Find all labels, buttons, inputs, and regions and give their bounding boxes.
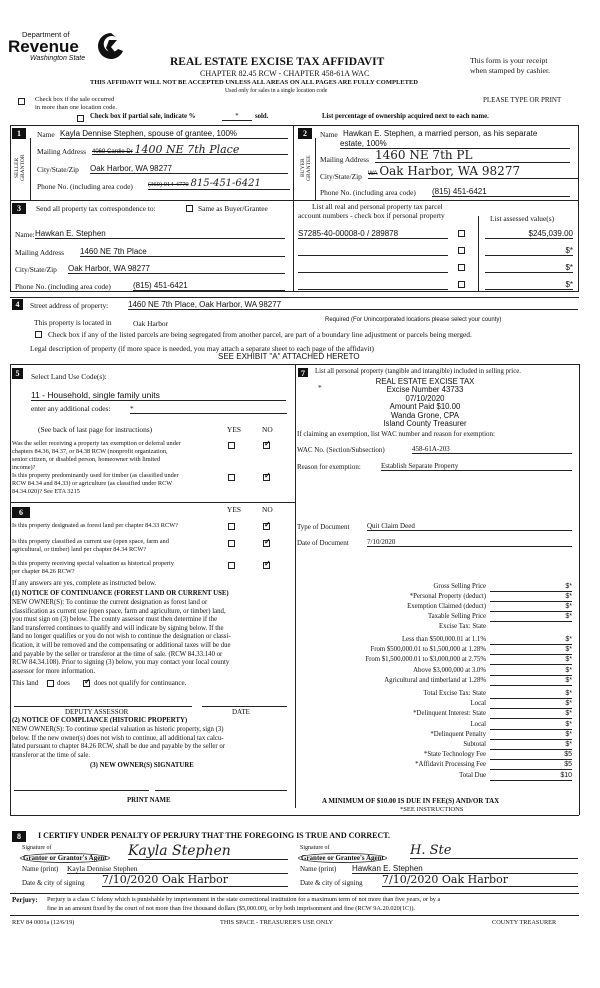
tax-row-label: *Delinquent Interest: State [413,710,486,718]
stamp-line: Excise Number 43733 [386,385,464,395]
corr-address-field[interactable]: 1460 NE 7th Place [80,247,285,257]
tax-row-label: *Affidavit Processing Fee [415,761,486,769]
grantor-signature-of: Signature of [22,845,52,851]
deputy-assessor-label: DEPUTY ASSESSOR [65,708,129,716]
tax-row-value[interactable]: $* [490,593,572,602]
yes-header: YES [227,425,241,434]
buyer-phone-field[interactable]: (815) 451-6421 [432,187,570,197]
partial-percent-field[interactable]: * [222,113,252,121]
corr-city-label: City/State/Zip [15,265,57,274]
tax-row-label: Gross Selling Price [433,583,486,590]
exemption-question [12,440,230,472]
q-line: agricultural, or timber) land per chapter 84.34 RCW? [12,546,147,553]
tax-row-label: From $500,000.01 to $1,500,000 at 1.28% [370,646,486,654]
segregated-label: Check box if any of the listed parcels are being segregated from another parcel, are part of a boundary line adjustment or parcels being merged. [48,330,472,339]
grantor-agent-label: Grantor or Grantor's Agent [20,853,110,863]
notice-line: NEW OWNER(S): To continue special valuation as historic property, sign (3) [12,726,224,733]
notice-compliance-text [12,726,225,760]
grantee-name-label: Name (print) [300,865,337,873]
section-7-number: 7 [298,368,308,377]
reason-label: Reason for exemption: [297,463,361,471]
notice-line: lated pursuant to chapter 84.26 RCW, shall be due and payable by the seller or [12,743,226,751]
section-5-number: 5 [12,368,23,379]
parcel-account-field[interactable] [298,246,448,256]
personal-property-label: List all personal property (tangible and intangible) included in selling price. [315,368,521,375]
tax-row-value[interactable]: $* [490,646,572,655]
section-3-number: 3 [12,203,26,214]
tax-row-label: From $1,500,000.01 to $3,000,000 at 2.75% [365,656,486,664]
q-line: Is this property predominantly used for timber (as classified under [12,472,179,479]
seller-grantor-label: SELLER GRANTOR [14,154,26,181]
tax-row-label: *Personal Property (deduct) [409,593,486,600]
section-8-number: 8 [12,831,26,842]
struck-address: 4069 Cardie Dr [92,149,133,155]
tax-row-label: Local [470,720,486,728]
partial-sale-label: Check box if partial sale, indicate % [90,113,196,120]
form-number: REV 84 0001a (12/6/19) [12,919,75,926]
located-label: This property is located in [34,318,112,327]
additional-codes-label: enter any additional codes: [31,404,111,413]
struck-phone: (360) 914-4770 [148,181,189,188]
treasurer-stamp [340,378,510,428]
parcels-header-2: account numbers - check box if personal property [298,211,445,220]
multi-location-label-1: Check box if the sale occurred [35,96,115,103]
notice-line: transferor at the time of sale. [12,751,91,759]
grantee-name-field[interactable]: Hawkan E. Stephen [352,864,578,874]
print-name-label: PRINT NAME [127,797,171,804]
q-line: 84.34.020)? See ETA 3215 [12,488,80,495]
stamp-line: REAL ESTATE EXCISE TAX [375,377,475,386]
chapter-text: CHAPTER 82.45 RCW - CHAPTER 458-61A WAC [200,69,370,78]
certify-title: I CERTIFY UNDER PENALTY OF PERJURY THAT THE FOREGOING IS TRUE AND CORRECT. [38,831,391,840]
if-yes-note: If any answers are yes, complete as instructed below. [12,580,157,587]
current-use-yes-checkbox[interactable] [228,540,235,547]
grantor-date-label: Date & city of signing [22,879,85,887]
personal-property-checkbox[interactable] [458,247,465,254]
handwritten-city: Oak Harbor, WA 98277 [379,164,521,178]
q1-yes-checkbox[interactable] [228,442,235,449]
multi-location-checkbox[interactable] [18,98,25,105]
buyer-address-label: Mailing Address [320,155,370,164]
corr-address-label: Mailing Address [15,248,65,257]
seller-phone-label: Phone No. (including area code) [37,182,133,191]
notice-line: RCW 84.34.108). Prior to signing (3) below, you may contact your local county [12,659,230,667]
warning-text: THIS AFFIDAVIT WILL NOT BE ACCEPTED UNLESS ALL AREAS ON ALL PAGES ARE FULLY COMPLETED [90,79,418,86]
perjury-text-2: fine in an amount fixed by the court of not more than five thousand dollars ($5,000.00), or by both imprisonment and fine (RCW 9A.20.020(1C)). [47,905,416,912]
tax-row-label: Local [470,700,486,708]
doc-date-field[interactable]: 7/10/2020 [367,538,572,547]
notice-compliance-title: (2) NOTICE OF COMPLIANCE (HISTORIC PROPERTY) [12,717,188,724]
buyer-phone-label: Phone No. (including area code) [320,188,416,197]
q-line: income)? [12,464,36,471]
section-1-number: 1 [12,128,26,139]
multi-location-label-2: in more than one location code. [35,104,117,111]
corr-name-label: Name: [15,230,35,239]
tax-row-value[interactable]: $* [490,667,572,676]
corr-name-field[interactable]: Hawkan E. Stephen [35,229,285,239]
form-title: REAL ESTATE EXCISE TAX AFFIDAVIT [170,56,385,68]
q-line: RCW 84.34 and 84.33) or agriculture (as classified under RCW [12,480,173,487]
tax-row-label: *Delinquent Penalty [430,730,486,738]
q2-no-checkbox[interactable] [263,474,270,481]
perjury-label: Perjury: [12,896,38,904]
q-line: Is this property receiving special valuation as historical property [12,560,174,567]
personal-property-checkbox[interactable] [458,281,465,288]
county-treasurer-label: COUNTY TREASURER [492,919,557,926]
q-line: per chapter 84.26 RCW? [12,568,75,575]
q-line: Was the seller receiving a property tax exemption or deferral under [12,440,181,447]
parcels-header-1: List all real and personal property tax parcel [312,202,443,211]
grantor-date-field[interactable]: 7/10/2020 Oak Harbor [102,873,288,887]
section-6-number: 6 [12,507,30,518]
type-or-print: PLEASE TYPE OR PRINT [483,96,562,104]
see-instructions-note: *SEE INSTRUCTIONS [400,806,464,813]
q1-no-checkbox[interactable] [263,442,270,449]
buyer-city-field[interactable] [368,164,578,179]
legal-description[interactable]: SEE EXHIBIT "A" ATTACHED HERETO [218,352,360,361]
buyer-city-label: City/State/Zip [320,172,362,181]
notice-line: classification as current use (open space, farm and agriculture, or timber) land, [12,607,226,615]
stamp-line: 07/10/2020 [405,393,445,403]
reason-field[interactable]: Establish Separate Property [381,462,572,471]
corr-phone-label: Phone No. (including area code) [15,282,111,291]
assessed-value-field[interactable]: $* [485,263,573,273]
does-not-label: does not qualify for continuance. [94,679,187,687]
grantee-signature[interactable]: H. Ste [410,843,578,859]
parcel-account-field[interactable]: S7285-40-00008-0 / 289878 [298,229,448,239]
assessed-value-field[interactable]: $* [485,280,573,290]
buyer-name-line-2[interactable]: estate, 100% [340,139,570,149]
single-location-text: Used only for sales in a single location code [225,88,328,94]
notice-line: fication, it will be removed and the compensating or additional taxes will be due [12,641,231,649]
parcel-account-field[interactable] [298,263,448,273]
washington-state-text: Washington State [30,55,86,62]
tax-row-value[interactable]: $* [490,603,572,612]
tax-row-label: Exemption Claimed (deduct) [407,603,486,610]
seller-name-label: Name [37,130,55,139]
timber-question [12,472,179,496]
grantee-agent-label: Grantee or Grantee's Agent [298,853,387,863]
treasurer-use-label: THIS SPACE - TREASURER'S USE ONLY [220,919,333,926]
same-as-buyer-checkbox[interactable] [186,205,193,212]
does-not-qualify-checkbox[interactable] [83,680,90,687]
ownership-note: List percentage of ownership acquired next to each name. [322,113,489,120]
tax-row-label: Less than $500,000.01 at 1.1% [401,636,486,643]
personal-property-field[interactable]: * [318,383,322,392]
grantee-signature-of: Signature of [300,845,330,851]
personal-property-checkbox[interactable] [458,264,465,271]
stamp-line: Wanda Grone, CPA [390,410,460,420]
assessed-value-header: List assessed value(s) [490,214,555,223]
buyer-name-label: Name [320,130,338,139]
segregated-checkbox[interactable] [35,331,42,338]
q-line: Is this property classified as current use (open space, farm and [12,538,169,545]
tax-row-label: Above $3,000,000 at 3.0% [413,666,486,674]
grantee-date-label: Date & city of signing [300,879,363,887]
tax-row-value[interactable]: $* [490,700,572,709]
no-header: NO [262,425,273,434]
handwritten-phone: 815-451-6421 [190,178,261,189]
struck-city: WA [368,171,378,177]
doc-type-label: Type of Document [297,523,350,531]
street-field[interactable]: 1460 NE 7th Place, Oak Harbor, WA 98277 [128,300,578,310]
tax-row-label: *State Technology Fee [423,751,486,759]
q-line: chapters 84.36, 84.37, or 84.38 RCW (nonprofit organization, [12,448,168,455]
stamp-line: Island County Treasurer [383,419,467,429]
stamp-line: Amount Paid $10.00 [389,402,461,412]
yes-header-6: YES [227,505,241,514]
historic-no-checkbox[interactable] [263,562,270,569]
tax-row-value[interactable]: $* [490,721,572,730]
seller-address-label: Mailing Address [37,147,87,156]
same-as-buyer-label: Same as Buyer/Grantee [198,204,268,213]
corr-phone-field[interactable]: (815) 451-6421 [133,281,285,291]
forest-no-checkbox[interactable] [263,523,270,530]
notice-continuance-title: (1) NOTICE OF CONTINUANCE (FOREST LAND OR CURRENT USE) [12,590,229,597]
land-use-select[interactable]: 11 - Household, single family units [31,390,286,401]
current-use-no-checkbox[interactable] [263,540,270,547]
tax-row-value[interactable]: $* [490,690,572,699]
buyer-name-line-1[interactable]: Hawkan E. Stephen, a married person, as his separate [343,129,538,138]
parcel-account-field[interactable] [298,280,448,290]
no-header-6: NO [262,505,273,514]
minimum-due-note: A MINIMUM OF $10.00 IS DUE IN FEE(S) AND/OR TAX [322,797,500,805]
historic-yes-checkbox[interactable] [228,562,235,569]
tax-row-value[interactable]: $10 [490,772,572,781]
seller-city-field[interactable]: Oak Harbor, WA 98277 [90,164,288,174]
forest-yes-checkbox[interactable] [228,523,235,530]
sold-label: sold. [255,113,269,120]
personal-property-checkbox[interactable] [458,230,465,237]
tax-row-label: Total Due [459,771,486,779]
does-qualify-checkbox[interactable] [47,680,54,687]
q-line: senior citizen, or disabled person, homeowner with limited [12,456,161,463]
grantor-name-label: Name (print) [22,865,59,873]
buyer-address-field[interactable]: 1460 NE 7th PL [375,148,570,163]
corr-city-field[interactable]: Oak Harbor, WA 98277 [68,264,285,274]
located-select[interactable]: Oak Harbor [133,319,169,328]
seller-phone-field[interactable] [148,178,290,190]
current-use-question [12,538,169,554]
notice-line: you must sign on (3) below. The county assessor must then determine if the [12,616,218,624]
grantee-date-field[interactable]: 7/10/2020 Oak Harbor [382,873,578,887]
q2-yes-checkbox[interactable] [228,474,235,481]
tax-row-value[interactable]: $* [490,656,572,665]
required-note: Required (For Unincorporated locations please select your county) [325,317,502,323]
seller-city-label: City/State/Zip [37,165,79,174]
tax-row-value[interactable]: $5 [490,761,572,770]
notice-line: and payable by the seller or transferor at the time of sale. (RCW 84.33.140 or [12,650,223,658]
correspondence-label: Send all property tax correspondence to: [36,204,156,213]
see-back-note: (See back of last page for instructions) [38,425,153,434]
partial-sale-checkbox[interactable] [77,115,84,122]
wac-field[interactable]: 458-61A-203 [412,445,572,454]
tax-row-value[interactable]: $5 [490,751,572,760]
dor-logo-icon [95,30,127,60]
section-4-number: 4 [12,299,23,310]
tax-row-value[interactable]: $* [490,741,572,750]
notice-continuance-text [12,599,231,676]
additional-codes-field[interactable]: * [130,404,287,414]
seller-name-field[interactable]: Kayla Dennise Stephen, spouse of grantee, 100% [60,129,288,139]
tax-row-value[interactable]: $* [490,731,572,740]
grantor-signature[interactable]: Kayla Stephen [128,843,288,860]
tax-row-value[interactable]: $* [490,677,572,686]
revenue-logo-text: Revenue [8,37,79,56]
assessed-value-field[interactable]: $245,039.00 [485,229,573,239]
handwritten-address: 1400 NE 7th Place [134,143,240,156]
tax-row-label: Subtotal [463,741,486,748]
receipt-text-2: when stamped by cashier. [470,66,551,75]
exemption-label: If claiming an exemption, list WAC number and reason for exemption: [297,430,495,438]
tax-row-label: Excise Tax: State [439,623,486,630]
perjury-text-1: Perjury is a class C felony which is punishable by imprisonment in the state correctional institution for a maximum term of not more than five years, or by a [47,896,441,903]
notice-line: below. If the new owner(s) does not wish to continue, all additional tax calcu- [12,734,224,742]
tax-row-value[interactable]: $* [490,583,572,592]
doc-type-field[interactable]: Quit Claim Deed [367,522,572,531]
section-2-number: 2 [298,128,312,139]
receipt-text-1: This form is your receipt [470,56,548,65]
tax-row-label: Agricultural and timberland at 1.28% [384,676,486,684]
street-label: Street address of property: [30,301,109,310]
notice-line: assessor for more information. [12,667,96,675]
grantor-name-field[interactable]: Kayla Dennise Stephen [67,864,288,874]
tax-row-value[interactable]: $* [490,636,572,645]
doc-date-label: Date of Document [297,539,349,547]
buyer-grantee-label: BUYER GRANTEE [300,155,312,181]
does-label: does [57,679,70,687]
land-use-label: Select Land Use Code(s): [31,372,107,381]
legal-label: Legal description of property (if more space is needed, you may attach a separate sheet to each page of the affidavit) [30,344,374,353]
assessed-value-field[interactable]: $* [485,246,573,256]
new-owner-signature-label: (3) NEW OWNER(S) SIGNATURE [90,762,194,769]
notice-line: land no longer qualifies or you do not wish to continue the designation or classi- [12,633,231,641]
tax-row-label: Total Excise Tax: State [423,690,486,697]
seller-address-field[interactable] [92,143,288,155]
forest-question: Is this property designated as forest land per chapter 84.33 RCW? [12,522,178,529]
tax-row-value[interactable]: $* [490,613,572,622]
this-land-label: This land [12,679,39,687]
tax-row-label: Taxable Selling Price [427,613,486,620]
historic-question [12,560,174,576]
tax-row-value[interactable]: $* [490,710,572,719]
notice-line: NEW OWNER(S): To continue the current designation as forest land or [12,599,208,606]
date-label: DATE [232,708,250,716]
wac-label: WAC No. (Section/Subsection) [297,446,385,454]
dept-of-text: Department of [22,30,70,39]
notice-line: land transferred continues to qualify and will indicate by signing below. If the [12,624,224,632]
